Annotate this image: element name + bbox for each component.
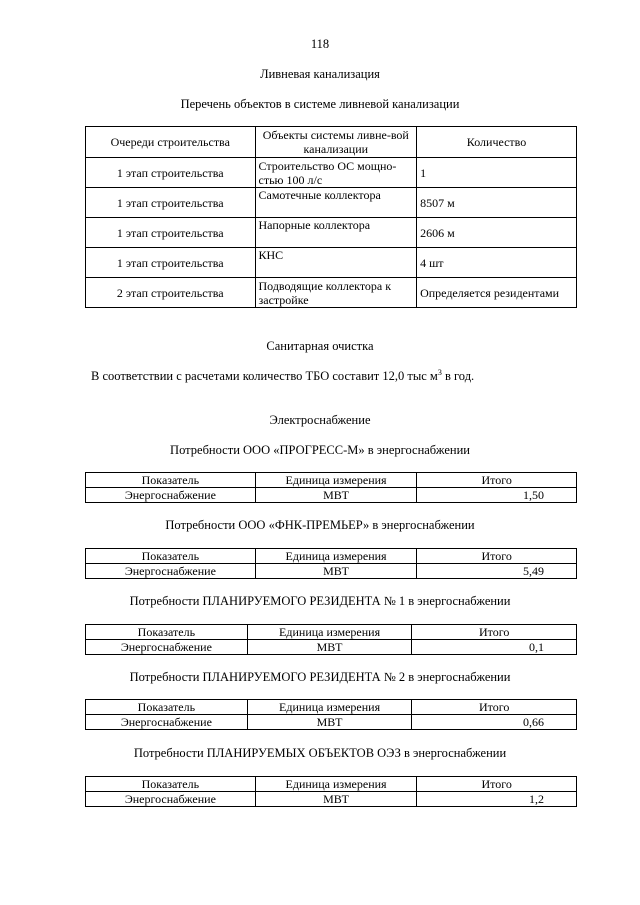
header-cell: Итого [412,700,577,715]
unit-cell: МВТ [255,564,417,579]
total-cell: 1,2 [417,792,577,807]
power-table [85,624,577,655]
qty-cell: 8507 м [417,188,577,218]
power-table [85,699,577,730]
storm-table [85,126,577,308]
qty-cell: 4 шт [417,248,577,278]
header-cell: Единица измерения [255,473,417,488]
header-cell: Итого [417,549,577,564]
object-cell: КНС [255,248,417,278]
header-cell: Итого [417,473,577,488]
table-row [86,715,577,730]
qty-cell: 2606 м [417,218,577,248]
power-heading: Электроснабжение [269,413,371,427]
sanitary-text: В соответствии с расчетами количество ТБО составит 12,0 тыс $м^3$ в год. [91,368,475,384]
object-cell: Строительство ОС мощно-стью 100 л/с [255,158,417,188]
total-cell: 0,1 [412,640,577,655]
header-cell: Показатель [86,777,256,792]
table-row [86,158,577,188]
table-row [86,278,577,308]
indicator-cell: Энергоснабжение [86,488,256,503]
power-table-title: Потребности ООО «ПРОГРЕСС-М» в энергоснабжении [170,443,470,457]
stage-cell: 1 этап строительства [86,218,256,248]
table-row [86,248,577,278]
page-number: 118 [310,37,330,51]
table-header-row [86,127,577,158]
total-cell: 0,66 [412,715,577,730]
header-cell: Количество [417,127,577,158]
sanitary-heading: Санитарная очистка [266,339,374,353]
object-cell: Напорные коллектора [255,218,417,248]
header-cell: Итого [412,625,577,640]
qty-cell: Определяется резидентами [417,278,577,308]
power-table-title: Потребности ПЛАНИРУЕМЫХ ОБЪЕКТОВ ОЭЗ в энергоснабжении [133,746,507,760]
object-cell: Подводящие коллектора к застройке [255,278,417,308]
header-cell: Показатель [86,700,248,715]
unit-cell: МВТ [247,715,412,730]
table-header-row [86,777,577,792]
indicator-cell: Энергоснабжение [86,792,256,807]
header-cell: Единица измерения [247,700,412,715]
header-cell: Показатель [86,549,256,564]
storm-subheading: Перечень объектов в системе ливневой канализации [180,97,460,111]
header-cell: Показатель [86,473,256,488]
total-cell: 5,49 [417,564,577,579]
table-header-row [86,700,577,715]
header-cell: Итого [417,777,577,792]
indicator-cell: Энергоснабжение [86,715,248,730]
power-table [85,776,577,807]
stage-cell: 2 этап строительства [86,278,256,308]
header-cell: Единица измерения [255,777,417,792]
header-cell: Единица измерения [247,625,412,640]
table-header-row [86,473,577,488]
power-table [85,548,577,579]
unit-cell: МВТ [255,488,417,503]
table-row [86,564,577,579]
total-cell: 1,50 [417,488,577,503]
unit-cell: МВТ [255,792,417,807]
table-row [86,488,577,503]
table-row [86,188,577,218]
indicator-cell: Энергоснабжение [86,564,256,579]
unit-cell: МВТ [247,640,412,655]
power-table-title: Потребности ПЛАНИРУЕМОГО РЕЗИДЕНТА № 2 в энергоснабжении [129,670,511,684]
table-header-row [86,625,577,640]
table-row [86,792,577,807]
object-cell: Самотечные коллектора [255,188,417,218]
qty-cell: 1 [417,158,577,188]
stage-cell: 1 этап строительства [86,188,256,218]
storm-heading: Ливневая канализация [260,67,380,81]
header-cell: Показатель [86,625,248,640]
table-row [86,218,577,248]
table-header-row [86,549,577,564]
header-cell: Единица измерения [255,549,417,564]
stage-cell: 1 этап строительства [86,158,256,188]
power-table-title: Потребности ПЛАНИРУЕМОГО РЕЗИДЕНТА № 1 в энергоснабжении [129,594,511,608]
indicator-cell: Энергоснабжение [86,640,248,655]
header-cell: Объекты системы ливне-вой канализации [255,127,417,158]
stage-cell: 1 этап строительства [86,248,256,278]
power-table [85,472,577,503]
power-table-title: Потребности ООО «ФНК-ПРЕМЬЕР» в энергоснабжении [165,518,475,532]
table-row [86,640,577,655]
header-cell: Очереди строительства [86,127,256,158]
